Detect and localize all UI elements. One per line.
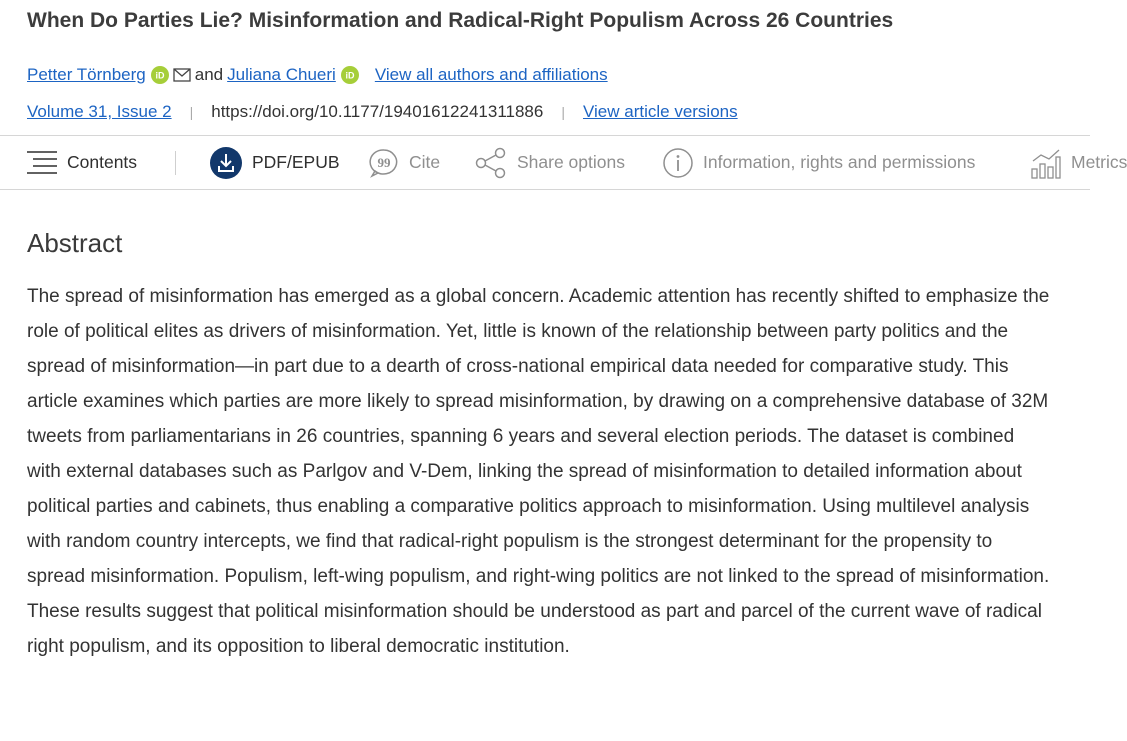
article-toolbar [0,135,1127,190]
author-conjunction: and [194,65,224,84]
bar-chart-icon [1031,147,1061,179]
abstract-text: The spread of misinformation has emerged as a global concern. Academic attention has recently shifted to emphasize the role of political elites as drivers of misinformation. Yet, little is known of the relationship between party politics and the spread of misinformation—in part due to a dearth of cross-national empirical data needed for comparative study. This article examines which parties are more likely to spread misinformation, by drawing on a comprehensive database of 32M tweets from parliamentarians in 26 countries, spanning 6 years and several election periods. The dataset is combined with external databases such as Parlgov and V-Dem, linking the spread of misinformation to detailed information about political parties and cabinets, thus enabling a comparative politics approach to misinformation. Using multilevel analysis with random country intercepts, we find that radical-right populism is the strongest determinant for the propensity to spread misinformation. Populism, left-wing populism, and right-wing politics are not linked to the spread of misinformation. These results suggest that political misinformation should be understood as part and parcel of the current wave of radical right populism, and its opposition to liberal democratic institution. [27,286,1050,657]
cite-button[interactable] [369,136,440,189]
information-rights-label: Information, rights and permissions [703,152,976,172]
abstract-heading: Abstract [27,228,123,258]
cite-label: Cite [409,152,441,172]
svg-text:99: 99 [377,154,391,170]
author-link-tornberg[interactable]: Petter Törnberg [27,65,146,84]
list-icon [27,150,57,176]
view-all-authors-link[interactable]: View all authors and affiliations [374,65,608,84]
info-icon [663,148,693,178]
metrics-button[interactable] [1031,136,1127,189]
pdf-epub-label: PDF/EPUB [252,152,340,172]
pdf-epub-button[interactable] [210,136,340,189]
author-link-chueri[interactable]: Juliana Chueri [227,65,336,84]
download-icon [210,147,242,179]
mail-icon[interactable] [173,68,191,82]
contents-button[interactable] [27,136,137,189]
doi-text[interactable]: https://doi.org/10.1177/19401612241311886 [211,102,544,121]
article-title: When Do Parties Lie? Misinformation and Radical-Right Populism Across 26 Countries [27,9,894,32]
orcid-icon[interactable] [151,66,169,84]
contents-label: Contents [67,152,138,172]
orcid-icon[interactable] [341,66,359,84]
article-meta [27,100,738,124]
view-versions-link[interactable]: View article versions [582,102,738,121]
author-list [27,63,608,87]
share-options-button[interactable] [475,136,625,189]
volume-issue-link[interactable]: Volume 31, Issue 2 [27,102,172,121]
quote-icon [369,148,399,178]
share-options-label: Share options [517,152,625,172]
share-icon [475,147,507,179]
toolbar-divider [175,151,176,175]
svg-text:iD: iD [155,70,165,81]
svg-text:iD: iD [345,70,355,81]
information-rights-button[interactable] [663,136,975,189]
meta-separator: | [561,104,565,120]
meta-separator: | [189,104,194,120]
metrics-label: Metrics [1071,152,1127,172]
